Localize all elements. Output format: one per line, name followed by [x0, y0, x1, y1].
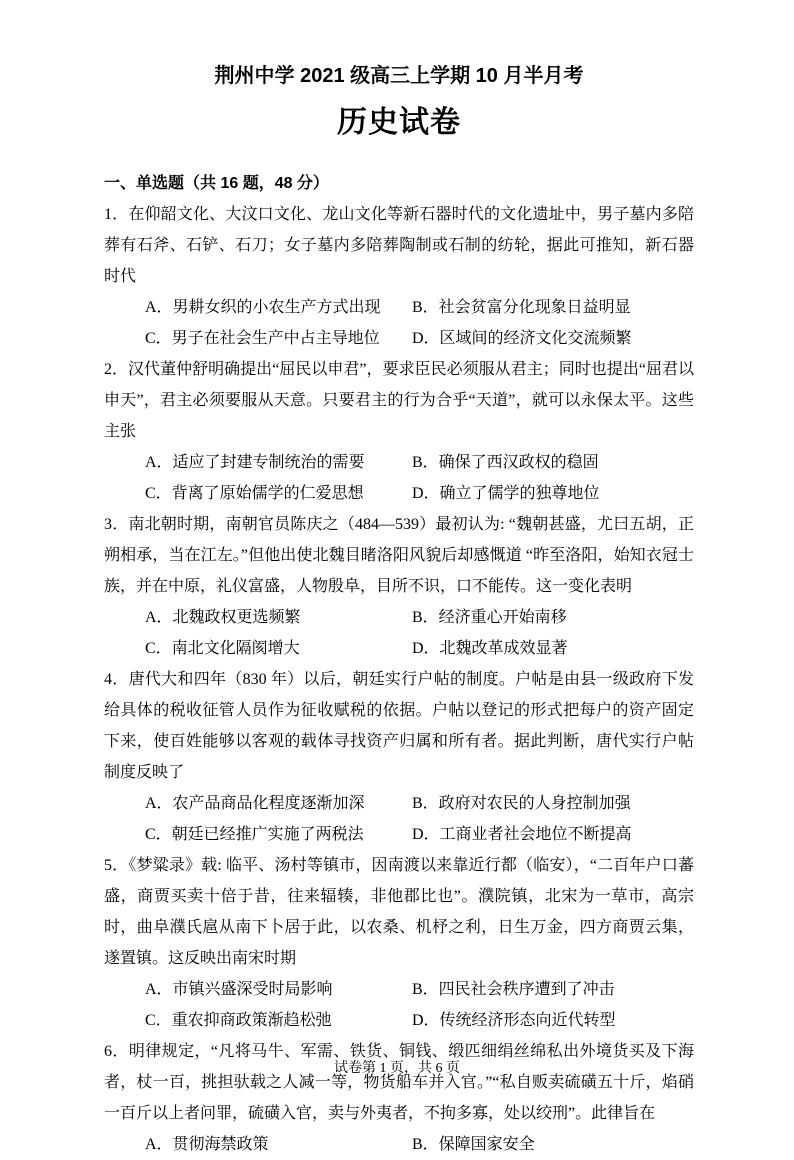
page-footer: 试卷第 1 页，共 6 页	[334, 1061, 460, 1076]
questions-list	[104, 199, 694, 1160]
option: B．社会贫富分化现象日益明显	[412, 299, 631, 316]
options-grid	[104, 602, 694, 664]
option: B．经济重心开始南移	[412, 609, 567, 626]
question	[104, 509, 694, 664]
question-stem: 6．明律规定，“凡将马牛、军需、铁货、铜钱、缎匹细绢丝绵私出外境货买及下海者，杖一百，挑担驮载之人减一等，物货船车并入官。”“私自贩卖硫磺五十斤，焰硝一百斤以上者问罪，硫磺入官，卖与外夷者，不拘多寡，处以绞刑”。此律旨在	[104, 1043, 694, 1122]
option: A．适应了封建专制统治的需要	[145, 454, 365, 471]
section-heading: 一、单选题（共 16 题，48 分）	[104, 175, 329, 192]
question	[104, 199, 694, 354]
exam-title: 荆州中学 2021 级高三上学期 10 月半月考	[214, 65, 584, 87]
question	[104, 850, 694, 1036]
question-stem: 2．汉代董仲舒明确提出“屈民以申君”，要求臣民必须服从君主；同时也提出“屈君以申天”，君主必须要服从天意。只要君主的行为合乎“天道”，就可以永保太平。这些主张	[104, 361, 694, 440]
option: D．传统经济形态向近代转型	[412, 1012, 616, 1029]
option: D．区域间的经济文化交流频繁	[412, 330, 632, 347]
options-grid	[104, 788, 694, 850]
page-content	[104, 0, 694, 1160]
subject-title: 历史试卷	[337, 106, 461, 139]
option: B．政府对农民的人身控制加强	[412, 795, 631, 812]
option: C．男子在社会生产中占主导地位	[145, 330, 380, 347]
option: A．市镇兴盛深受时局影响	[145, 981, 333, 998]
question	[104, 664, 694, 850]
option: A．男耕女织的小农生产方式出现	[145, 299, 381, 316]
options-grid	[104, 292, 694, 354]
question	[104, 1036, 694, 1160]
option: B．四民社会秩序遭到了冲击	[412, 981, 615, 998]
option: C．背离了原始儒学的仁爱思想	[145, 485, 364, 502]
option: A．贯彻海禁政策	[145, 1136, 269, 1153]
options-grid	[104, 447, 694, 509]
option: C．重农抑商政策渐趋松弛	[145, 1012, 332, 1029]
option: C．南北文化隔阂增大	[145, 640, 300, 657]
question	[104, 354, 694, 509]
options-grid	[104, 974, 694, 1036]
question-stem: 4．唐代大和四年（830 年）以后，朝廷实行户帖的制度。户帖是由县一级政府下发给具体的税收征管人员作为征收赋税的依据。户帖以登记的形式把每户的资产固定下来，使百姓能够以客观的载体寻找资产归属和所有者。据此判断，唐代实行户帖制度反映了	[104, 671, 694, 781]
question-stem: 3．南北朝时期，南朝官员陈庆之（484—539）最初认为: “魏朝甚盛，尤曰五胡，正朔相承，当在江左。”但他出使北魏目睹洛阳风貌后却感慨道 “昨至洛阳，始知衣冠士族，并在中原，礼仪富盛，人物殷阜，目所不识，口不能传。这一变化表明	[104, 516, 694, 595]
option: B．保障国家安全	[412, 1136, 535, 1153]
option: A．北魏政权更选频繁	[145, 609, 301, 626]
option: C．朝廷已经推广实施了两税法	[145, 826, 364, 843]
question-stem: 5．《梦粱录》载: 临平、汤村等镇市，因南渡以来靠近行都（临安），“二百年户口蕃盛，商贾买卖十倍于昔，往来辐辏，非他郡比也”。濮院镇，北宋为一草市，高宗时，曲阜濮氏扈从南下卜居于此，以农桑、机杼之利，日生万金，四方商贾云集，遂置镇。这反映出南宋时期	[104, 857, 694, 967]
option: B．确保了西汉政权的稳固	[412, 454, 599, 471]
options-grid	[104, 1129, 694, 1160]
option: D．北魏改革成效显著	[412, 640, 568, 657]
option: D．确立了儒学的独尊地位	[412, 485, 600, 502]
question-stem: 1．在仰韶文化、大汶口文化、龙山文化等新石器时代的文化遗址中，男子墓内多陪葬有石斧、石铲、石刀；女子墓内多陪葬陶制或石制的纺轮，据此可推知，新石器时代	[104, 206, 694, 285]
option: A．农产品商品化程度逐渐加深	[145, 795, 365, 812]
option: D．工商业者社会地位不断提高	[412, 826, 632, 843]
